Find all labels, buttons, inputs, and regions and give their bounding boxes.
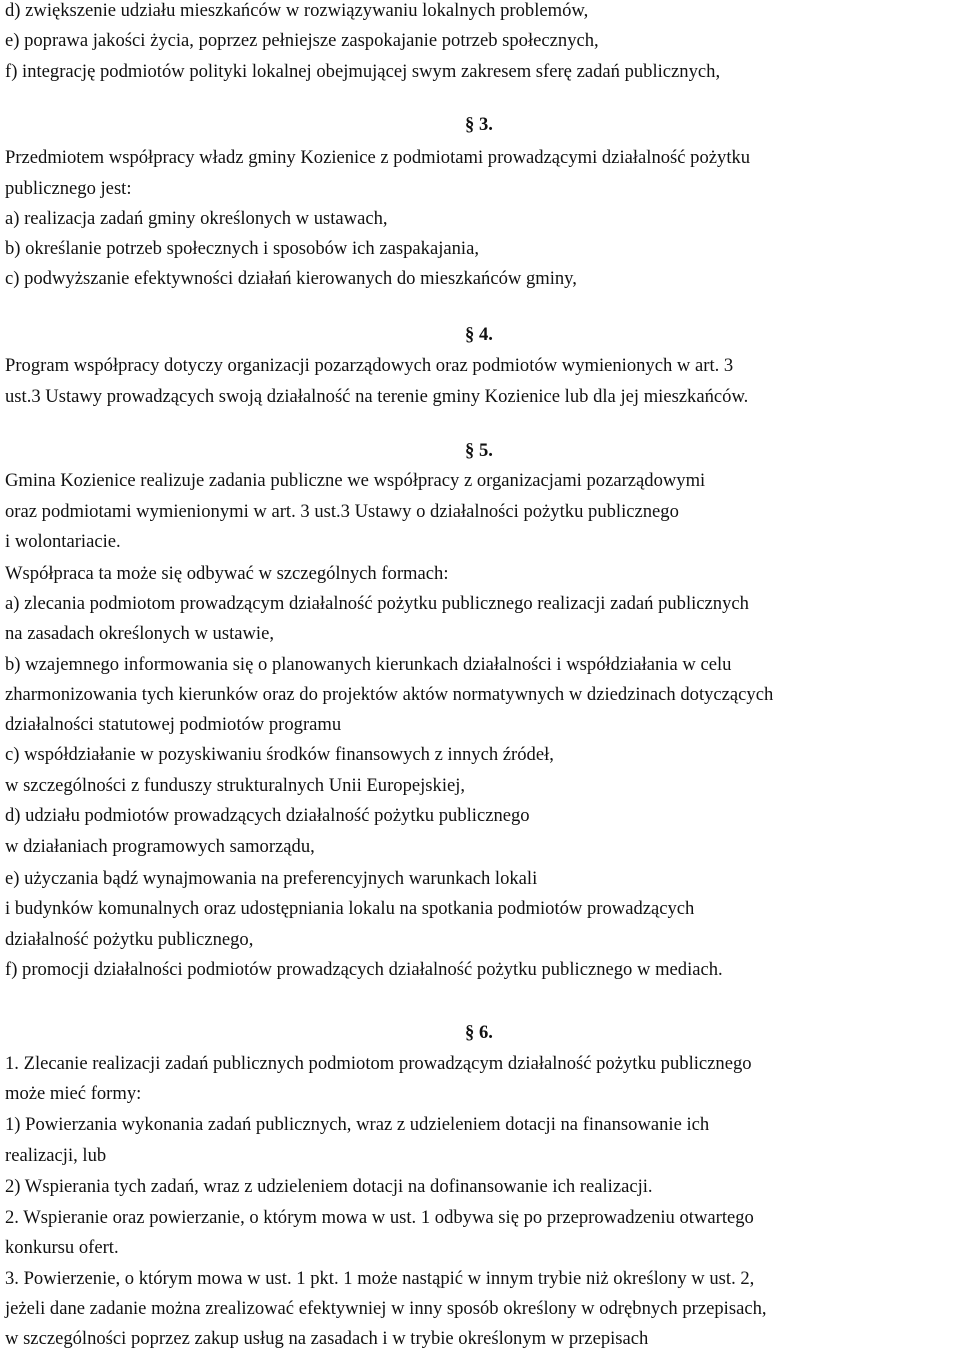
section-6-line: 1. Zlecanie realizacji zadań publicznych podmiotom prowadzącym działalność pożytku publicznego (5, 1053, 752, 1074)
list-item-e: e) poprawa jakości życia, poprzez pełniejsze zaspokajanie potrzeb społecznych, (5, 30, 599, 51)
section-4-line: Program współpracy dotyczy organizacji pozarządowych oraz podmiotów wymienionych w art. 3 (5, 355, 734, 376)
list-item-f: f) integrację podmiotów polityki lokalnej obejmującej swym zakresem sferę zadań publicznych, (5, 61, 721, 82)
section-5-line: Współpraca ta może się odbywać w szczególnych formach: (5, 563, 449, 584)
section-3-line: c) podwyższanie efektywności działań kierowanych do mieszkańców gminy, (5, 268, 577, 289)
section-3-line: publicznego jest: (5, 178, 132, 199)
section-3-line: Przedmiotem współpracy władz gminy Kozienice z podmiotami prowadzącymi działalność pożytku (5, 147, 751, 168)
section-3-line: b) określanie potrzeb społecznych i sposobów ich zaspakajania, (5, 238, 479, 259)
section-5-line: Gmina Kozienice realizuje zadania publiczne we współpracy z organizacjami pozarządowymi (5, 470, 706, 491)
section-5-line: c) współdziałanie w pozyskiwaniu środków finansowych z innych źródeł, (5, 744, 554, 765)
section-6-line: jeżeli dane zadanie można zrealizować efektywniej w inny sposób określony w odrębnych przepisach, (5, 1298, 767, 1319)
section-5-line: w działaniach programowych samorządu, (5, 836, 315, 857)
list-item-d: d) zwiększenie udziału mieszkańców w rozwiązywaniu lokalnych problemów, (5, 0, 589, 21)
section-4-line: ust.3 Ustawy prowadzących swoją działalność na terenie gminy Kozienice lub dla jej mieszkańców. (5, 386, 749, 407)
section-6-line: w szczególności poprzez zakup usług na zasadach i w trybie określonym w przepisach (5, 1328, 649, 1349)
section-4-heading: § 4. (465, 324, 493, 345)
section-3-heading: § 3. (465, 114, 493, 135)
section-5-line: b) wzajemnego informowania się o planowanych kierunkach działalności i współdziałania w celu (5, 654, 732, 675)
section-5-line: oraz podmiotami wymienionymi w art. 3 ust.3 Ustawy o działalności pożytku publicznego (5, 501, 679, 522)
section-6-line: konkursu ofert. (5, 1237, 119, 1258)
section-6-line: 2. Wspieranie oraz powierzanie, o którym mowa w ust. 1 odbywa się po przeprowadzeniu otwartego (5, 1207, 754, 1228)
section-5-line: na zasadach określonych w ustawie, (5, 623, 274, 644)
section-5-line: d) udziału podmiotów prowadzących działalność pożytku publicznego (5, 805, 530, 826)
section-5-line: działalności statutowej podmiotów programu (5, 714, 342, 735)
section-5-heading: § 5. (465, 440, 493, 461)
section-6-line: może mieć formy: (5, 1083, 142, 1104)
section-5-line: działalność pożytku publicznego, (5, 929, 254, 950)
section-3-line: a) realizacja zadań gminy określonych w ustawach, (5, 208, 388, 229)
section-5-line: w szczególności z funduszy strukturalnych Unii Europejskiej, (5, 775, 466, 796)
section-5-line: zharmonizowania tych kierunków oraz do projektów aktów normatywnych w dziedzinach dotyczących (5, 684, 774, 705)
section-6-line: 2) Wspierania tych zadań, wraz z udzieleniem dotacji na dofinansowanie ich realizacji. (5, 1176, 653, 1197)
section-6-line: 3. Powierzenie, o którym mowa w ust. 1 pkt. 1 może nastąpić w innym trybie niż określony w ust. 2, (5, 1268, 755, 1289)
section-5-line: a) zlecania podmiotom prowadzącym działalność pożytku publicznego realizacji zadań publicznych (5, 593, 749, 614)
section-6-line: realizacji, lub (5, 1145, 107, 1166)
section-6-heading: § 6. (465, 1022, 493, 1043)
section-5-line: e) użyczania bądź wynajmowania na preferencyjnych warunkach lokali (5, 868, 538, 889)
section-5-line: f) promocji działalności podmiotów prowadzących działalność pożytku publicznego w mediach. (5, 959, 723, 980)
section-5-line: i wolontariacie. (5, 531, 121, 552)
section-5-line: i budynków komunalnych oraz udostępniania lokalu na spotkania podmiotów prowadzących (5, 898, 695, 919)
section-6-line: 1) Powierzania wykonania zadań publicznych, wraz z udzieleniem dotacji na finansowanie ich (5, 1114, 710, 1135)
